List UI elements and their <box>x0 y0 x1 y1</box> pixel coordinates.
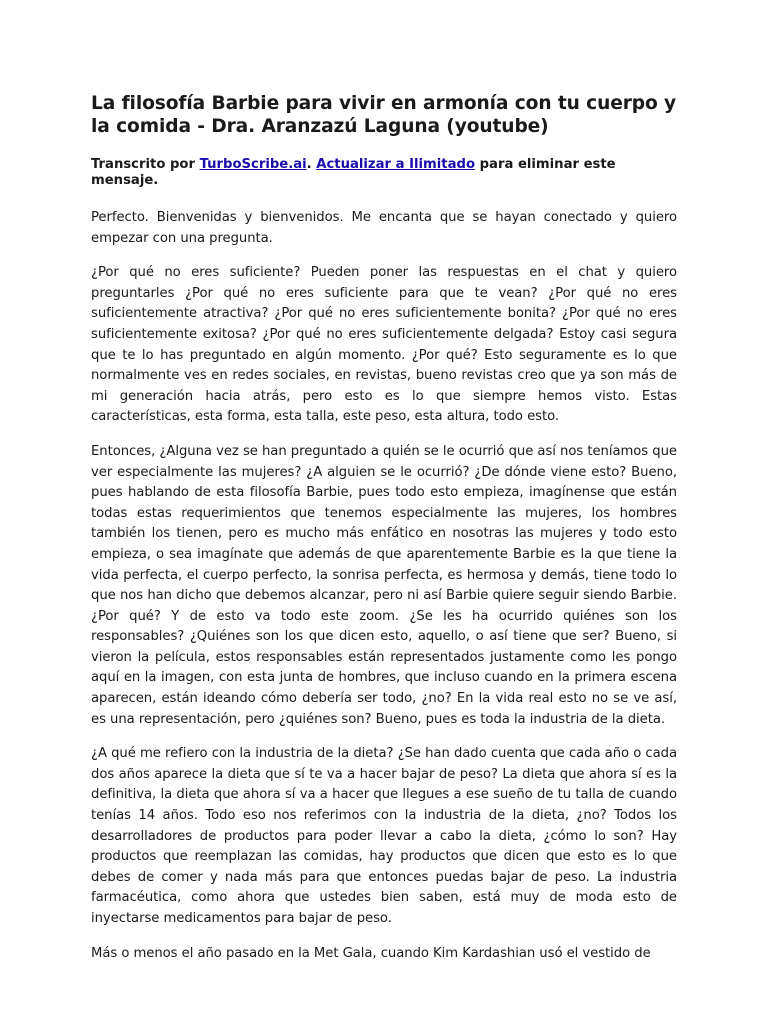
paragraph-2: ¿Por qué no eres suficiente? Pueden poner las respuestas en el chat y quiero preguntarles ¿Por qué no eres suficiente para que te vean? ¿Por qué no eres suficientemente atractiva? ¿Por qué no eres suficientemente bonita? ¿Por qué no eres suficientemente exitosa? ¿Por qué no eres suficientemente delgada? Estoy casi segura que te lo has preguntado en algún momento. ¿Por qué? Esto seguramente es lo que normalmente ves en redes sociales, en revistas, bueno revistas creo que ya son más de mi generación hacia atrás, pero esto es lo que siempre hemos visto. Estas características, esta forma, esta talla, este peso, esta altura, todo esto. <box>91 265 677 425</box>
credit-prefix: Transcrito por <box>91 157 200 172</box>
paragraph-1: Perfecto. Bienvenidas y bienvenidos. Me encanta que se hayan conectado y quiero empezar con una pregunta. <box>91 210 677 246</box>
credit-separator: . <box>306 157 317 172</box>
transcription-credit <box>91 157 677 189</box>
paragraph-5: Más o menos el año pasado en la Met Gala, cuando Kim Kardashian usó el vestido de <box>91 945 651 961</box>
paragraph-3: Entonces, ¿Alguna vez se han preguntado a quién se le ocurrió que así nos teníamos que ver especialmente las mujeres? ¿A alguien se le ocurrió? ¿De dónde viene esto? Bueno, pues hablando de esta filosofía Barbie, pues todo esto empieza, imagínense que están todas estas requerimientos que tenemos especialmente las mujeres, los hombres también los tienen, pero es mucho más enfático en nosotras las mujeres y todo esto empieza, o sea imagínate que además de que aparentemente Barbie es la que tiene la vida perfecta, el cuerpo perfecto, la sonrisa perfecta, es hermosa y demás, tiene todo lo que nos han dicho que debemos alcanzar, pero ni así Barbie quiere seguir siendo Barbie. ¿Por qué? Y de esto va todo este zoom. ¿Se les ha ocurrido quiénes son los responsables? ¿Quiénes son los que dicen esto, aquello, o así tiene que ser? Bueno, si vieron la película, estos responsables están representados justamente como les pongo aquí en la imagen, con esta junta de hombres, que incluso cuando en la primera escena aparecen, están ideando cómo debería ser todo, ¿no? En la vida real esto no se ve así, es una representación, pero ¿quiénes son? Bueno, pues es toda la industria de la dieta. <box>91 443 677 727</box>
document-title: La filosofía Barbie para vivir en armonía con tu cuerpo y la comida - Dra. Aranzazú Laguna (youtube) <box>91 93 677 137</box>
document-page <box>91 92 677 978</box>
upgrade-unlimited-link[interactable]: Actualizar a Ilimitado <box>316 157 476 172</box>
paragraph-4: ¿A qué me refiero con la industria de la dieta? ¿Se han dado cuenta que cada año o cada dos años aparece la dieta que sí te va a hacer bajar de peso? La dieta que ahora sí es la definitiva, la dieta que ahora sí va a hacer que llegues a ese sueño de tu talla de cuando tenías 14 años. Todo eso nos referimos con la industria de la dieta, ¿no? Todos los desarrolladores de productos para poder llevar a cabo la dieta, ¿cómo lo son? Hay productos que reemplazan las comidas, hay productos que dicen que esto es lo que debes de comer y nada más para que entonces puedas bajar de peso. La industria farmacéutica, como ahora que ustedes bien saben, está muy de moda esto de inyectarse medicamentos para bajar de peso. <box>91 746 677 926</box>
credit-suffix: para eliminar este mensaje. <box>91 157 616 188</box>
turboscribe-link[interactable]: TurboScribe.ai <box>199 157 307 172</box>
